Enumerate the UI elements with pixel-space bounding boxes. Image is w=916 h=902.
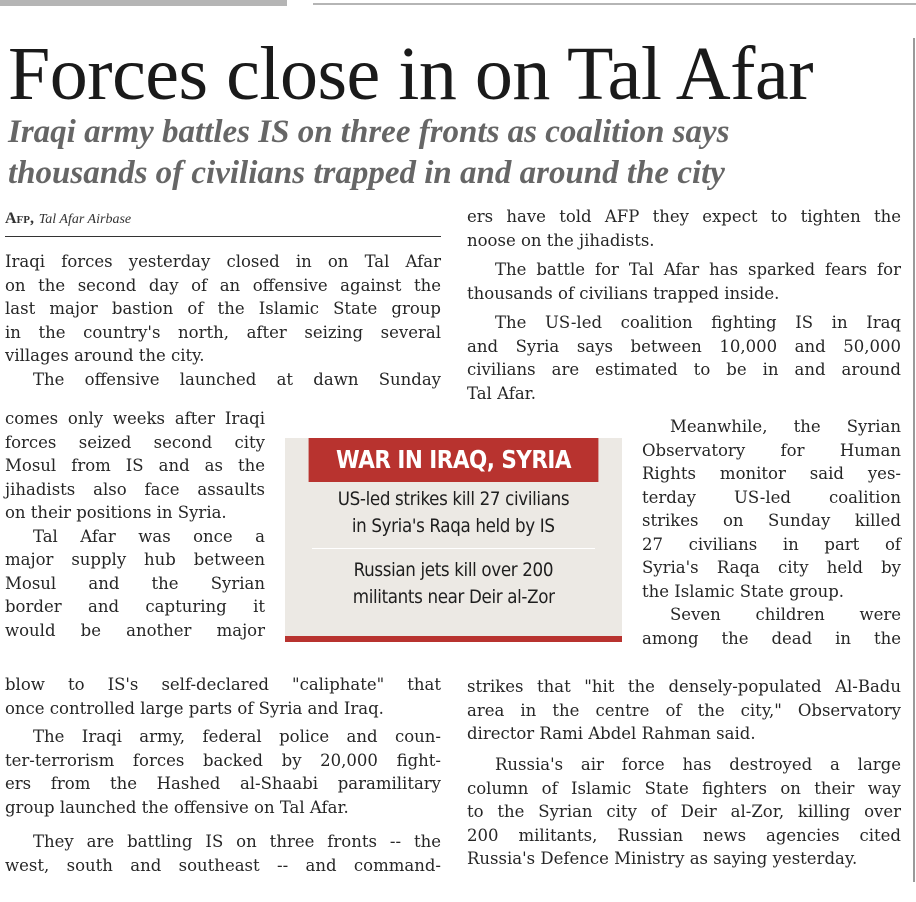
col1-bottom-text (5, 725, 441, 819)
subheadline-line: Iraqi army battles IS on three fronts as coalition says (8, 114, 730, 150)
text-line: ers have told AFP they expect to tighten the (467, 207, 901, 226)
box-story-line: Russian jets kill over 200 (353, 559, 554, 581)
text-line: The Iraqi army, federal police and coun- (33, 727, 441, 746)
text-line: The offensive launched at dawn Sunday (33, 369, 441, 389)
col1-top-text (5, 250, 441, 391)
col1-bottom-text (5, 830, 441, 877)
text-line: area in the centre of the city," Observatory (467, 700, 901, 720)
col2-top-text (467, 258, 901, 305)
text-line: Rights monitor said yes- (642, 464, 901, 483)
text-line: Russia's Defence Ministry as saying yesterday. (467, 849, 858, 868)
text-line: blow to IS's self-declared "caliphate" that (5, 675, 441, 694)
text-line: 200 militants, Russian news agencies cited (467, 825, 901, 845)
text-line: villages around the city. (5, 346, 205, 365)
text-line: thousands of civilians trapped inside. (467, 283, 780, 303)
byline-location: Tal Afar Airbase (38, 212, 132, 227)
text-line: the Islamic State group. (642, 581, 845, 601)
text-line: to the Syrian city of Deir al-Zor, killing over (467, 802, 901, 821)
col2-bottom-text (467, 675, 901, 746)
text-line: comes only weeks after Iraqi (5, 409, 265, 428)
text-line: Tal Afar. (467, 383, 536, 403)
text-line: Seven children were (670, 605, 901, 624)
text-line: group launched the offensive on Tal Afar. (5, 797, 349, 817)
text-line: civilians are estimated to be in and around (467, 360, 901, 379)
byline (5, 208, 445, 230)
text-line: They are battling IS on three fronts -- the (33, 832, 441, 851)
col2-top-text (467, 205, 901, 252)
box-story-link[interactable] (285, 557, 622, 611)
text-line: Tal Afar was once a (33, 526, 265, 546)
box-story-line: militants near Deir al-Zor (352, 586, 555, 608)
box-story-line: in Syria's Raqa held by IS (352, 515, 555, 537)
text-line: Mosul from IS and as the (5, 456, 265, 475)
headline: Forces close in on Tal Afar (8, 32, 814, 116)
col2-top-text (467, 311, 901, 405)
text-line: 27 civilians in part of (642, 534, 901, 554)
text-line: last major bastion of the Islamic State group (5, 299, 441, 318)
col1-wrap-text (5, 407, 265, 642)
text-line: strikes that "hit the densely-populated Al-Badu (467, 677, 901, 696)
text-line: in the country's north, after seizing several (5, 322, 441, 342)
text-line: Russia's air force has destroyed a large (495, 755, 901, 774)
subheadline (8, 112, 908, 194)
text-line: strikes on Sunday killed (642, 511, 901, 530)
text-line: once controlled large parts of Syria and Iraq. (5, 698, 384, 718)
text-line: forces seized second city (5, 432, 265, 452)
text-line: terday US-led coalition (642, 487, 901, 507)
text-line: director Rami Abdel Rahman said. (467, 724, 756, 743)
col2-wrap-text (642, 415, 901, 650)
text-line: The US-led coalition fighting IS in Iraq (495, 313, 901, 332)
top-rule-left (0, 0, 287, 6)
text-line: major supply hub between (5, 550, 265, 569)
text-line: Iraqi forces yesterday closed in on Tal Afar (5, 252, 441, 271)
box-story-link[interactable] (285, 486, 622, 540)
text-line: among the dead in the (642, 628, 901, 648)
text-line: west, south and southeast -- and command- (5, 855, 441, 875)
text-line: on the second day of an offensive against the (5, 275, 441, 295)
text-line: Syria's Raqa city held by (642, 558, 901, 577)
subheadline-line: thousands of civilians trapped in and around the city (8, 155, 725, 191)
war-in-iraq-syria-box (285, 438, 622, 642)
text-line: Mosul and the Syrian (5, 573, 265, 593)
right-column-rule (913, 38, 915, 882)
text-line: The battle for Tal Afar has sparked fears for (495, 260, 901, 279)
text-line: and Syria says between 10,000 and 50,000 (467, 336, 901, 356)
byline-source: Afp, (5, 210, 34, 227)
text-line: would be another major (5, 620, 265, 640)
box-story-line: US-led strikes kill 27 civilians (337, 488, 570, 510)
text-line: noose on the jihadists. (467, 230, 655, 250)
col1-bottom-text (5, 673, 441, 720)
col2-bottom-text (467, 753, 901, 871)
byline-rule (5, 236, 441, 237)
text-line: Observatory for Human (642, 440, 901, 460)
text-line: Meanwhile, the Syrian (670, 417, 901, 436)
box-header: WAR IN IRAQ, SYRIA (309, 438, 599, 482)
top-rule-right (313, 3, 916, 5)
text-line: ter-terrorism forces backed by 20,000 fight- (5, 750, 441, 770)
box-divider (312, 548, 595, 549)
text-line: column of Islamic State fighters on their way (467, 778, 901, 798)
text-line: on their positions in Syria. (5, 503, 227, 522)
text-line: ers from the Hashed al-Shaabi paramilitary (5, 774, 441, 793)
text-line: jihadists also face assaults (5, 479, 265, 499)
text-line: border and capturing it (5, 597, 265, 616)
